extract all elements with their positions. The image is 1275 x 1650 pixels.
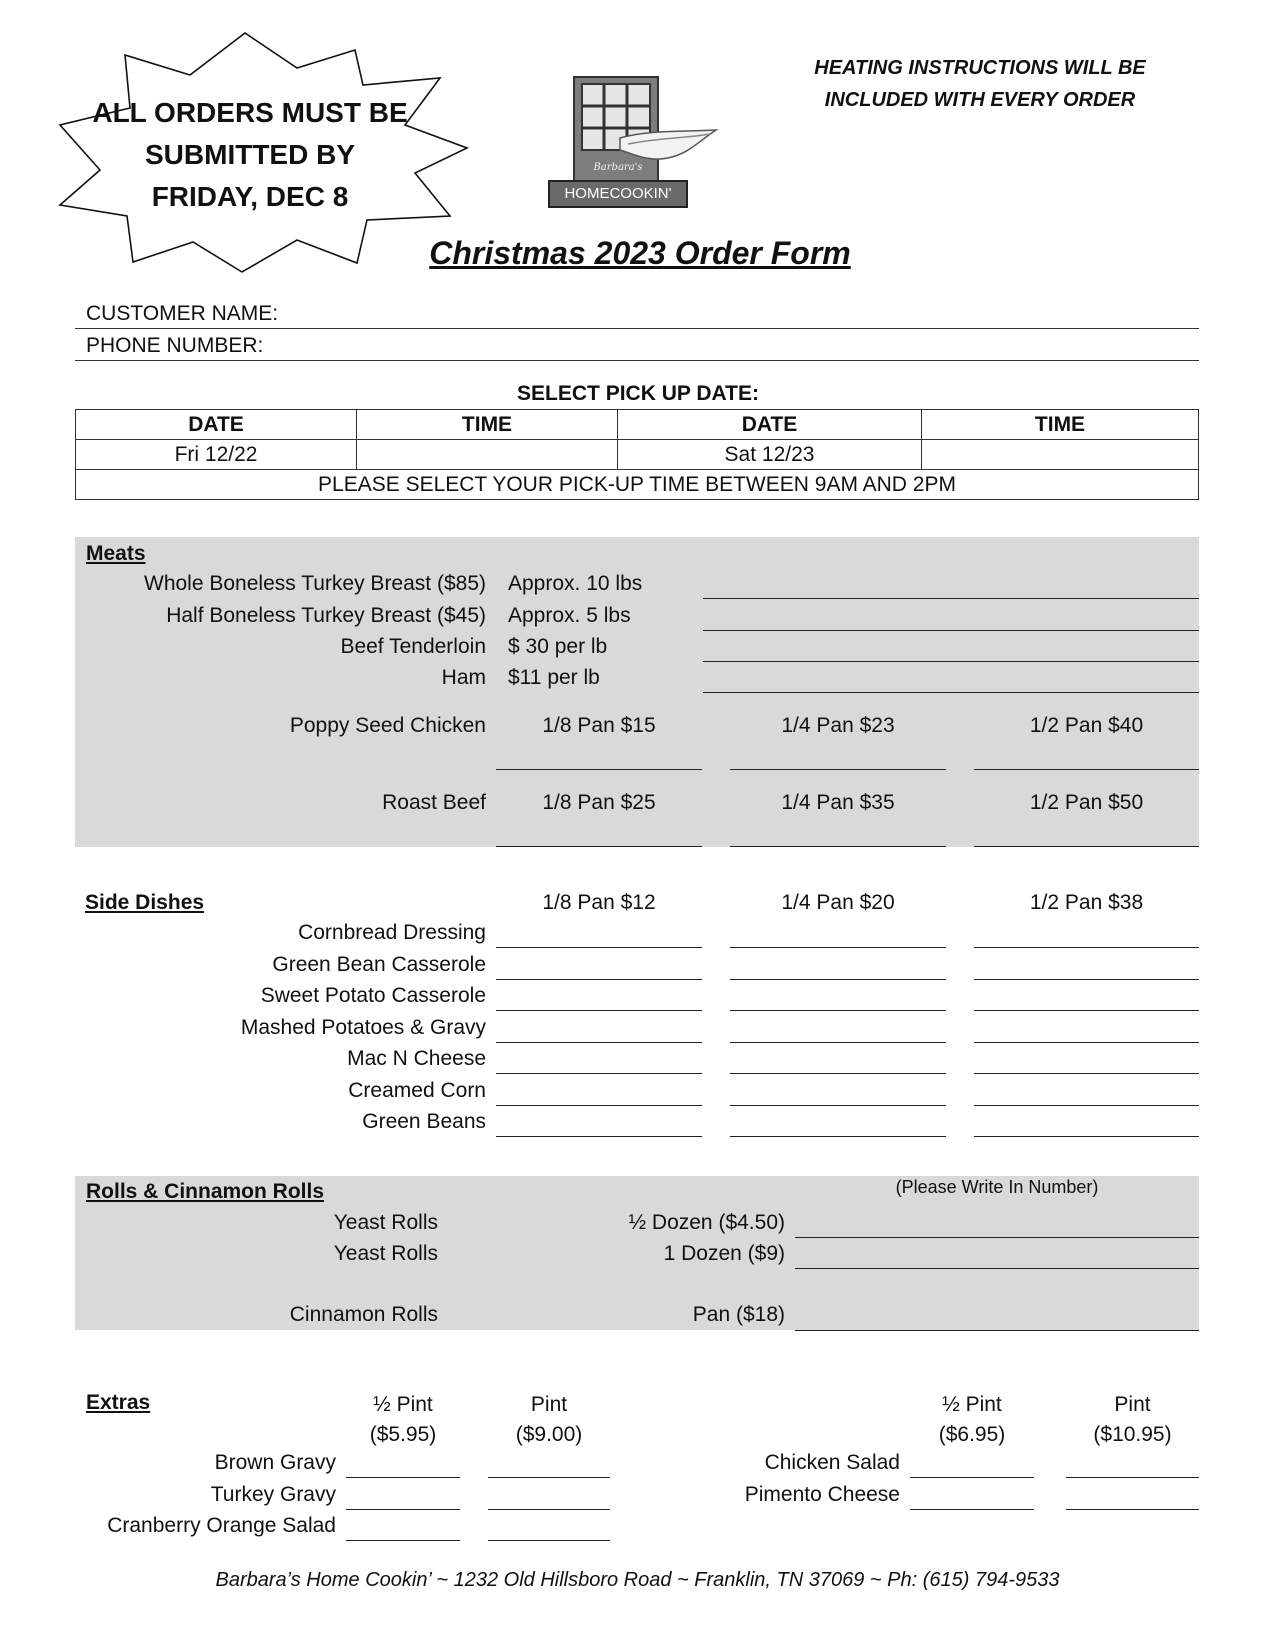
roll-item-label: Cinnamon Rolls xyxy=(289,1303,438,1326)
side-size-label: 1/4 Pan $20 xyxy=(781,891,895,914)
side-dish-qty-field[interactable] xyxy=(974,947,1199,948)
roll-price-label: 1 Dozen ($9) xyxy=(663,1242,785,1265)
extras-heading: Extras xyxy=(86,1391,151,1414)
meat-item-detail: Approx. 10 lbs xyxy=(508,572,643,595)
meat-qty-field[interactable] xyxy=(703,661,1199,662)
side-dish-qty-field[interactable] xyxy=(496,979,702,980)
pan-size-label: 1/2 Pan $50 xyxy=(1029,791,1144,814)
meat-item-label: Whole Boneless Turkey Breast ($85) xyxy=(144,572,486,595)
extra-qty-field[interactable] xyxy=(1066,1477,1199,1478)
roll-qty-field[interactable] xyxy=(795,1268,1199,1269)
side-dish-qty-field[interactable] xyxy=(974,1042,1199,1043)
roll-qty-field[interactable] xyxy=(795,1330,1199,1331)
extras-col-price: ($6.95) xyxy=(938,1423,1006,1446)
pan-qty-field[interactable] xyxy=(730,769,946,770)
meat-item-label: Half Boneless Turkey Breast ($45) xyxy=(166,604,486,627)
meat-item-detail: $ 30 per lb xyxy=(508,635,608,658)
side-dish-qty-field[interactable] xyxy=(730,1136,946,1137)
extras-col-price: ($9.00) xyxy=(515,1423,583,1446)
deadline-line-3: FRIDAY, DEC 8 xyxy=(151,181,349,212)
pan-qty-field[interactable] xyxy=(496,846,702,847)
side-dish-qty-field[interactable] xyxy=(974,1010,1199,1011)
pickup-header-time: TIME xyxy=(922,410,1199,440)
pickup-header-date: DATE xyxy=(618,410,922,440)
logo xyxy=(548,72,738,217)
sides-heading: Side Dishes xyxy=(85,891,205,914)
side-dish-label: Sweet Potato Casserole xyxy=(260,984,486,1007)
extra-qty-field[interactable] xyxy=(910,1477,1034,1478)
extra-qty-field[interactable] xyxy=(488,1509,610,1510)
side-dish-qty-field[interactable] xyxy=(974,1105,1199,1106)
extra-qty-field[interactable] xyxy=(346,1540,460,1541)
extra-qty-field[interactable] xyxy=(346,1477,460,1478)
pan-size-label: 1/4 Pan $35 xyxy=(781,791,895,814)
side-dish-qty-field[interactable] xyxy=(974,979,1199,980)
side-dish-qty-field[interactable] xyxy=(730,1042,946,1043)
meat-item-label: Beef Tenderloin xyxy=(340,635,486,658)
side-dish-label: Mashed Potatoes & Gravy xyxy=(240,1015,486,1039)
pan-qty-field[interactable] xyxy=(730,846,946,847)
meat-qty-field[interactable] xyxy=(703,692,1199,693)
heating-note-line-1: HEATING INSTRUCTIONS WILL BE xyxy=(814,57,1146,79)
extra-item-label: Cranberry Orange Salad xyxy=(107,1514,336,1537)
extras-col-size: ½ Pint xyxy=(942,1393,1002,1416)
logo-name: HOMECOOKIN' xyxy=(548,180,688,208)
extras-col-size: ½ Pint xyxy=(373,1393,433,1416)
side-size-label: 1/8 Pan $12 xyxy=(542,891,656,914)
side-dish-qty-field[interactable] xyxy=(496,1042,702,1043)
pickup-time-sat-field[interactable] xyxy=(922,440,1199,470)
side-dish-label: Creamed Corn xyxy=(348,1078,486,1102)
side-dish-qty-field[interactable] xyxy=(974,1136,1199,1137)
pickup-header-time: TIME xyxy=(357,410,618,440)
pickup-heading: SELECT PICK UP DATE: xyxy=(517,382,759,405)
pan-item-label: Roast Beef xyxy=(382,791,486,814)
pickup-note: PLEASE SELECT YOUR PICK-UP TIME BETWEEN 9AM AND 2PM xyxy=(76,470,1199,500)
pan-qty-field[interactable] xyxy=(974,769,1199,770)
extra-qty-field[interactable] xyxy=(488,1540,610,1541)
phone-number-field[interactable] xyxy=(75,360,1199,361)
pan-size-label: 1/8 Pan $25 xyxy=(542,791,656,814)
side-dish-qty-field[interactable] xyxy=(974,1073,1199,1074)
meat-qty-field[interactable] xyxy=(703,630,1199,631)
roll-price-label: Pan ($18) xyxy=(692,1303,785,1326)
extra-qty-field[interactable] xyxy=(910,1509,1034,1510)
extras-col-price: ($5.95) xyxy=(369,1423,437,1446)
meat-qty-field[interactable] xyxy=(703,598,1199,599)
pan-qty-field[interactable] xyxy=(496,769,702,770)
extra-item-label: Pimento Cheese xyxy=(744,1482,900,1506)
side-dish-qty-field[interactable] xyxy=(496,1136,702,1137)
side-dish-qty-field[interactable] xyxy=(496,947,702,948)
side-dish-label: Mac N Cheese xyxy=(347,1047,486,1070)
rolls-note: (Please Write In Number) xyxy=(895,1177,1099,1197)
side-dish-qty-field[interactable] xyxy=(730,1105,946,1106)
pan-size-label: 1/2 Pan $40 xyxy=(1029,714,1144,737)
side-dish-qty-field[interactable] xyxy=(496,1105,702,1106)
page-title: Christmas 2023 Order Form xyxy=(429,235,851,271)
deadline-line-2: SUBMITTED BY xyxy=(145,139,355,170)
side-dish-label: Cornbread Dressing xyxy=(298,921,486,944)
rolls-heading: Rolls & Cinnamon Rolls xyxy=(86,1180,325,1203)
roll-price-label: ½ Dozen ($4.50) xyxy=(628,1211,785,1234)
side-dish-qty-field[interactable] xyxy=(496,1073,702,1074)
extra-qty-field[interactable] xyxy=(1066,1509,1199,1510)
roll-item-label: Yeast Rolls xyxy=(333,1211,438,1234)
customer-name-field[interactable] xyxy=(75,328,1199,329)
pan-size-label: 1/8 Pan $15 xyxy=(542,714,656,737)
pickup-date-fri: Fri 12/22 xyxy=(76,440,357,470)
roll-item-label: Yeast Rolls xyxy=(333,1242,438,1265)
meat-item-label: Ham xyxy=(441,666,486,689)
pan-item-label: Poppy Seed Chicken xyxy=(289,714,486,737)
meats-heading: Meats xyxy=(86,542,146,565)
side-dish-qty-field[interactable] xyxy=(730,1010,946,1011)
footer-address: Barbara’s Home Cookin’ ~ 1232 Old Hillsboro Road ~ Franklin, TN 37069 ~ Ph: (615) 794-9533 xyxy=(215,1569,1060,1591)
extra-item-label: Brown Gravy xyxy=(214,1451,336,1474)
side-dish-qty-field[interactable] xyxy=(730,947,946,948)
logo-script: Barbara's xyxy=(593,162,643,173)
pickup-date-sat: Sat 12/23 xyxy=(618,440,922,470)
side-dish-qty-field[interactable] xyxy=(730,1073,946,1074)
roll-qty-field[interactable] xyxy=(795,1237,1199,1238)
extra-item-label: Turkey Gravy xyxy=(210,1482,336,1506)
side-dish-label: Green Bean Casserole xyxy=(272,952,486,976)
extras-col-price: ($10.95) xyxy=(1093,1423,1172,1446)
phone-number-label: PHONE NUMBER: xyxy=(86,334,264,357)
pan-size-label: 1/4 Pan $23 xyxy=(781,714,895,737)
meat-item-detail: $11 per lb xyxy=(508,666,600,689)
meat-item-detail: Approx. 5 lbs xyxy=(508,604,631,627)
pickup-table xyxy=(75,409,1199,500)
extra-qty-field[interactable] xyxy=(488,1477,610,1478)
customer-name-label: CUSTOMER NAME: xyxy=(86,302,279,325)
heating-note-line-2: INCLUDED WITH EVERY ORDER xyxy=(824,89,1136,111)
extras-col-size: Pint xyxy=(530,1393,568,1416)
pickup-time-fri-field[interactable] xyxy=(357,440,618,470)
extra-item-label: Chicken Salad xyxy=(764,1451,900,1474)
extra-qty-field[interactable] xyxy=(346,1509,460,1510)
side-dish-qty-field[interactable] xyxy=(730,979,946,980)
extras-col-size: Pint xyxy=(1114,1393,1151,1416)
side-dish-qty-field[interactable] xyxy=(496,1010,702,1011)
side-size-label: 1/2 Pan $38 xyxy=(1029,891,1144,914)
pickup-header-date: DATE xyxy=(76,410,357,440)
pan-qty-field[interactable] xyxy=(974,846,1199,847)
side-dish-label: Green Beans xyxy=(362,1110,486,1133)
deadline-line-1: ALL ORDERS MUST BE xyxy=(92,97,408,128)
